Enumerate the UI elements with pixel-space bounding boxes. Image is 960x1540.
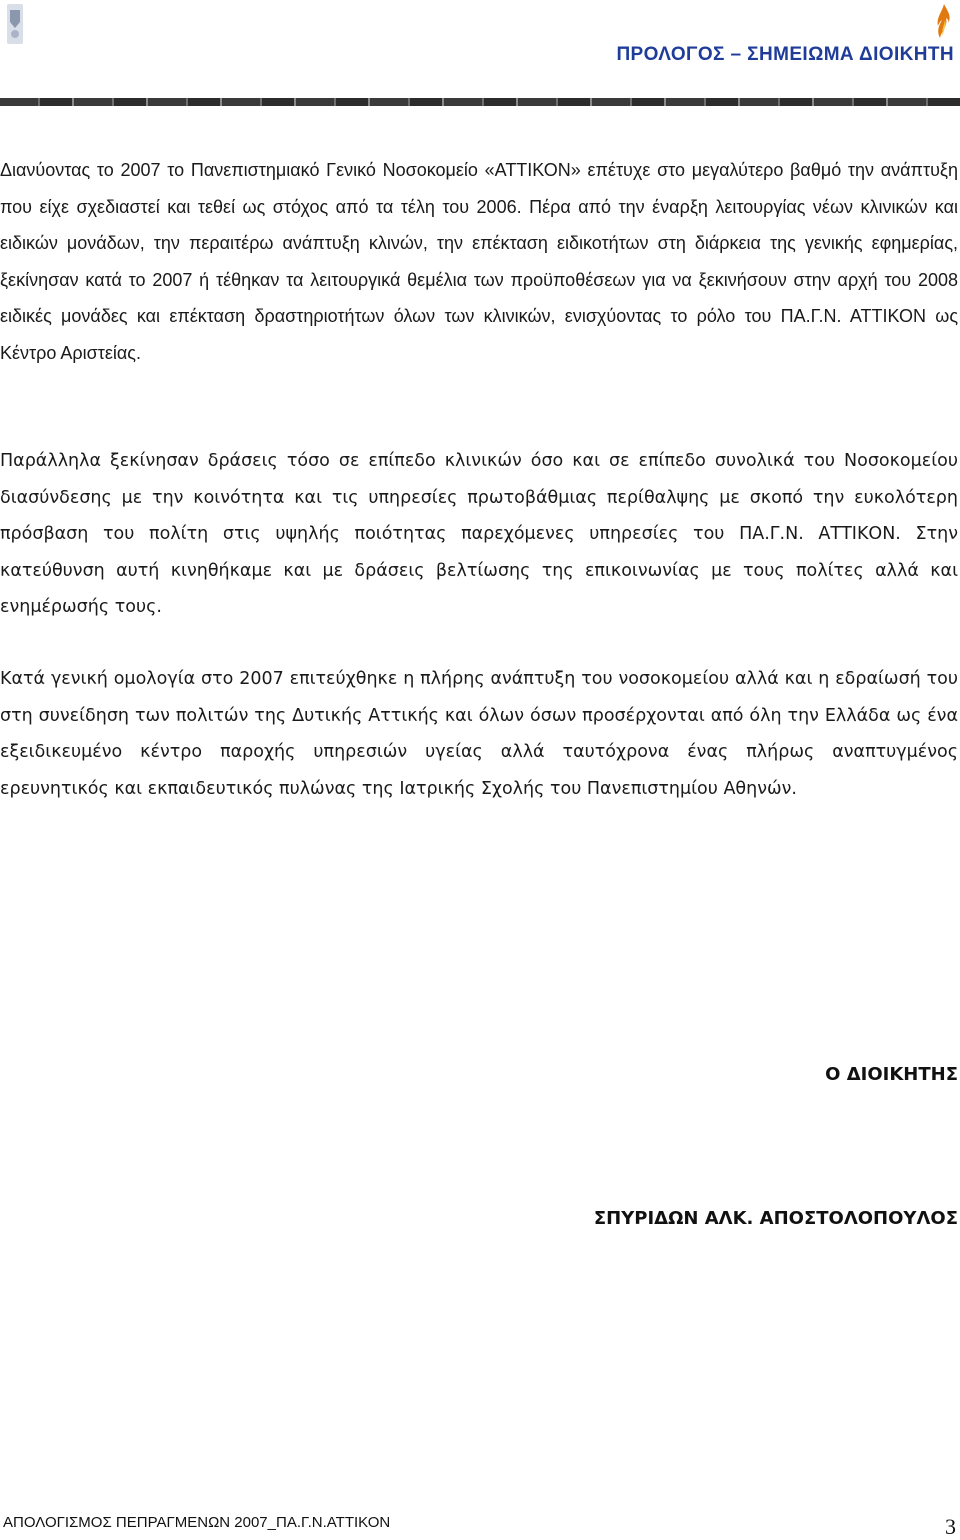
paragraph-1: Διανύοντας το 2007 το Πανεπιστημιακό Γενικό Νοσοκομείο «ΑΤΤΙΚΟΝ» επέτυχε στο μεγαλύτερο βαθμό την ανάπτυξη που είχε σχεδιαστεί και τεθεί ως στόχος από τα τέλη του 2006. Πέρα από την έναρξη λειτουργίας νέων κλινικών και ειδικών μονάδων, την περαιτέρω ανάπτυξη κλινών, την επέκταση ειδικοτήτων στη διάρκεια της γενικής εφημερίας, ξεκίνησαν κατά το 2007 ή τέθηκαν τα λειτουργικά θεμέλια των προϋποθέσεων για να ξεκινήσουν στην αρχή του 2008 ειδικές μονάδες και επέκταση δραστηριοτήτων όλων των κλινικών, ενισχύοντας το ρόλο του ΠΑ.Γ.Ν. ΑΤΤΙΚΟΝ ως Κέντρο Αριστείας. <box>0 160 958 363</box>
hospital-emblem-icon <box>4 2 26 46</box>
paragraph-3: Κατά γενική ομολογία στο 2007 επιτεύχθηκε η πλήρης ανάπτυξη του νοσοκομείου αλλά και η εδραίωσή του στη συνείδηση των πολιτών της Δυτικής Αττικής και όλων όσων προσέρχονται από όλη την Ελλάδα ως ένα εξειδικευμένο κέντρο παροχής υπηρεσιών υγείας αλλά ταυτόχρονα ένας πλήρως αναπτυγμένος ερευνητικός και εκπαιδευτικός πυλώνας της Ιατρικής Σχολής του Πανεπιστημίου Αθηνών. <box>0 669 958 799</box>
footer-text: ΑΠΟΛΟΓΙΣΜΟΣ ΠΕΠΡΑΓΜΕΝΩΝ 2007_ΠΑ.Γ.Ν.ΑΤΤΙΚΟΝ <box>3 1514 391 1531</box>
header-title: ΠΡΟΛΟΓΟΣ – ΣΗΜΕΙΩΜΑ ΔΙΟΙΚΗΤΗ <box>616 44 954 65</box>
header-divider <box>0 98 960 106</box>
signature-name: ΣΠΥΡΙΔΩΝ ΑΛΚ. ΑΠΟΣΤΟΛΟΠΟΥΛΟΣ <box>593 1208 958 1229</box>
paragraph-2: Παράλληλα ξεκίνησαν δράσεις τόσο σε επίπεδο κλινικών όσο και σε επίπεδο συνολικά του Νοσοκομείου διασύνδεσης με την κοινότητα και τις υπηρεσίες πρωτοβάθμιας περίθαλψης με σκοπό την ευκολότερη πρόσβαση του πολίτη στις υψηλής ποιότητας παρεχόμενες υπηρεσίες του ΠΑ.Γ.Ν. ΑΤΤΙΚΟΝ. Στην κατεύθυνση αυτή κινηθήκαμε και με δράσεις βελτίωσης της επικοινωνίας με τους πολίτες αλλά και ενημέρωσής τους. <box>0 451 958 617</box>
page-number: 3 <box>945 1514 956 1539</box>
flame-logo-icon <box>934 2 954 42</box>
signature-title: Ο ΔΙΟΙΚΗΤΗΣ <box>825 1064 958 1085</box>
